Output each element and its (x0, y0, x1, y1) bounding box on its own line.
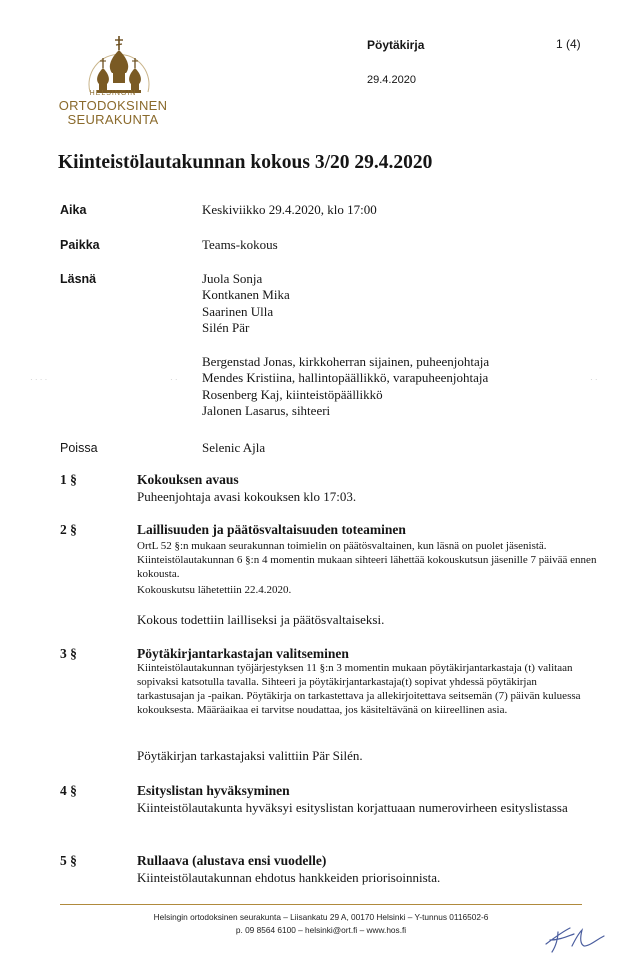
member-item: Silén Pär (202, 320, 250, 336)
aika-value: Keskiviikko 29.4.2020, klo 17:00 (202, 202, 377, 217)
section-2-number: 2 § (60, 522, 77, 537)
footer-divider (60, 904, 582, 905)
member-item: Saarinen Ulla (202, 303, 274, 319)
member-item: Juola Sonja (202, 271, 263, 286)
section-4-number: 4 § (60, 783, 77, 798)
section-1-text: Puheenjohtaja avasi kokouksen klo 17:03. (137, 489, 357, 504)
section-2-rule-text: Kiinteistölautakunnan 6 §:n 4 momentin mukaan sihteeri lähettää kokouskutsun jäsenille 7 päivää ennen kokousta. (137, 554, 597, 580)
footer-contact: p. 09 8564 6100 – helsinki@ort.fi – www.hos.fi (235, 925, 407, 935)
section-2-invite-text: Kokouskutsu lähetettiin 22.4.2020. (137, 584, 292, 596)
attendee-item: Bergenstad Jonas, kirkkoherran sijainen, puheenjohtaja (202, 354, 490, 369)
attendee-item: Mendes Kristiina, hallintopäällikkö, varapuheenjohtaja (202, 370, 489, 386)
lasna-label: Läsnä (60, 272, 97, 286)
section-5-title: Rullaava (alustava ensi vuodelle) (137, 853, 327, 868)
attendee-item: Jalonen Lasarus, sihteeri (202, 403, 331, 419)
section-3-title: Pöytäkirjantarkastajan valitseminen (137, 646, 349, 661)
section-5-text: Kiinteistölautakunnan ehdotus hankkeiden priorisoinnista. (137, 870, 441, 885)
document-date: 29.4.2020 (367, 74, 416, 86)
others-list (202, 354, 489, 420)
logo-line-3: SEURAKUNTA (67, 112, 159, 127)
handwritten-signature (540, 918, 610, 956)
poissa-label: Poissa (60, 441, 98, 455)
scan-artifact: · · (590, 375, 598, 384)
page-title: Kiinteistölautakunnan kokous 3/20 29.4.2020 (58, 152, 433, 173)
attendee-item: Rosenberg Kaj, kiinteistöpäällikkö (202, 386, 383, 402)
member-item: Kontkanen Mika (202, 287, 290, 303)
section-3-decision: Pöytäkirjan tarkastajaksi valittiin Pär Silén. (137, 748, 363, 763)
aika-label: Aika (60, 203, 87, 217)
section-2-decision: Kokous todettiin lailliseksi ja päätösvaltaiseksi. (137, 612, 385, 627)
section-2-title: Laillisuuden ja päätösvaltaisuuden toteaminen (137, 522, 406, 537)
logo-line-2: ORTODOKSINEN (58, 98, 168, 113)
section-5-number: 5 § (60, 853, 77, 868)
members-list (202, 271, 290, 337)
section-2-legal-text: OrtL 52 §:n mukaan seurakunnan toimielin on päätösvaltainen, kun läsnä on puolet jäsenistä. (137, 540, 547, 552)
page-number: 1 (4) (556, 37, 581, 51)
logo-line-1: HELSINGIN (89, 90, 137, 97)
footer-address: Helsingin ortodoksinen seurakunta – Liisankatu 29 A, 00170 Helsinki – Y-tunnus 0116502-6 (153, 912, 489, 922)
scan-artifact: · · · · (30, 375, 48, 384)
paikka-label: Paikka (60, 238, 100, 252)
section-4-text: Kiinteistölautakunta hyväksyi esityslistan korjattuaan numerovirheen esityslistassa (137, 800, 568, 815)
scan-artifact: · · (170, 375, 178, 384)
section-3-number: 3 § (60, 646, 77, 661)
section-1-title: Kokouksen avaus (137, 472, 239, 487)
section-4-title: Esityslistan hyväksyminen (137, 783, 290, 798)
paikka-value: Teams-kokous (202, 237, 278, 252)
poissa-value: Selenic Ajla (202, 440, 266, 455)
document-type: Pöytäkirja (367, 38, 425, 52)
section-3-rule-text: Kiinteistölautakunnan työjärjestyksen 11 §:n 3 momentin mukaan pöytäkirjantarkastaja (t) valitaan sopivaksi katsotulla tavalla. Sihteeri ja pöytäkirjantarkastaja(t) sopivat yhdessä pöytäkirjan tarkastusajan ja -paikan. Pöytäkirja on tarkastettava ja allekirjoitettava seitsemän (7) päivän kuluessa kokouksesta. Määräaikaa ei tarvitse noudattaa, jos käsiteltävänä on kiireellinen asia. (137, 662, 581, 716)
section-1-number: 1 § (60, 472, 77, 487)
logo-wordmark (58, 90, 168, 126)
